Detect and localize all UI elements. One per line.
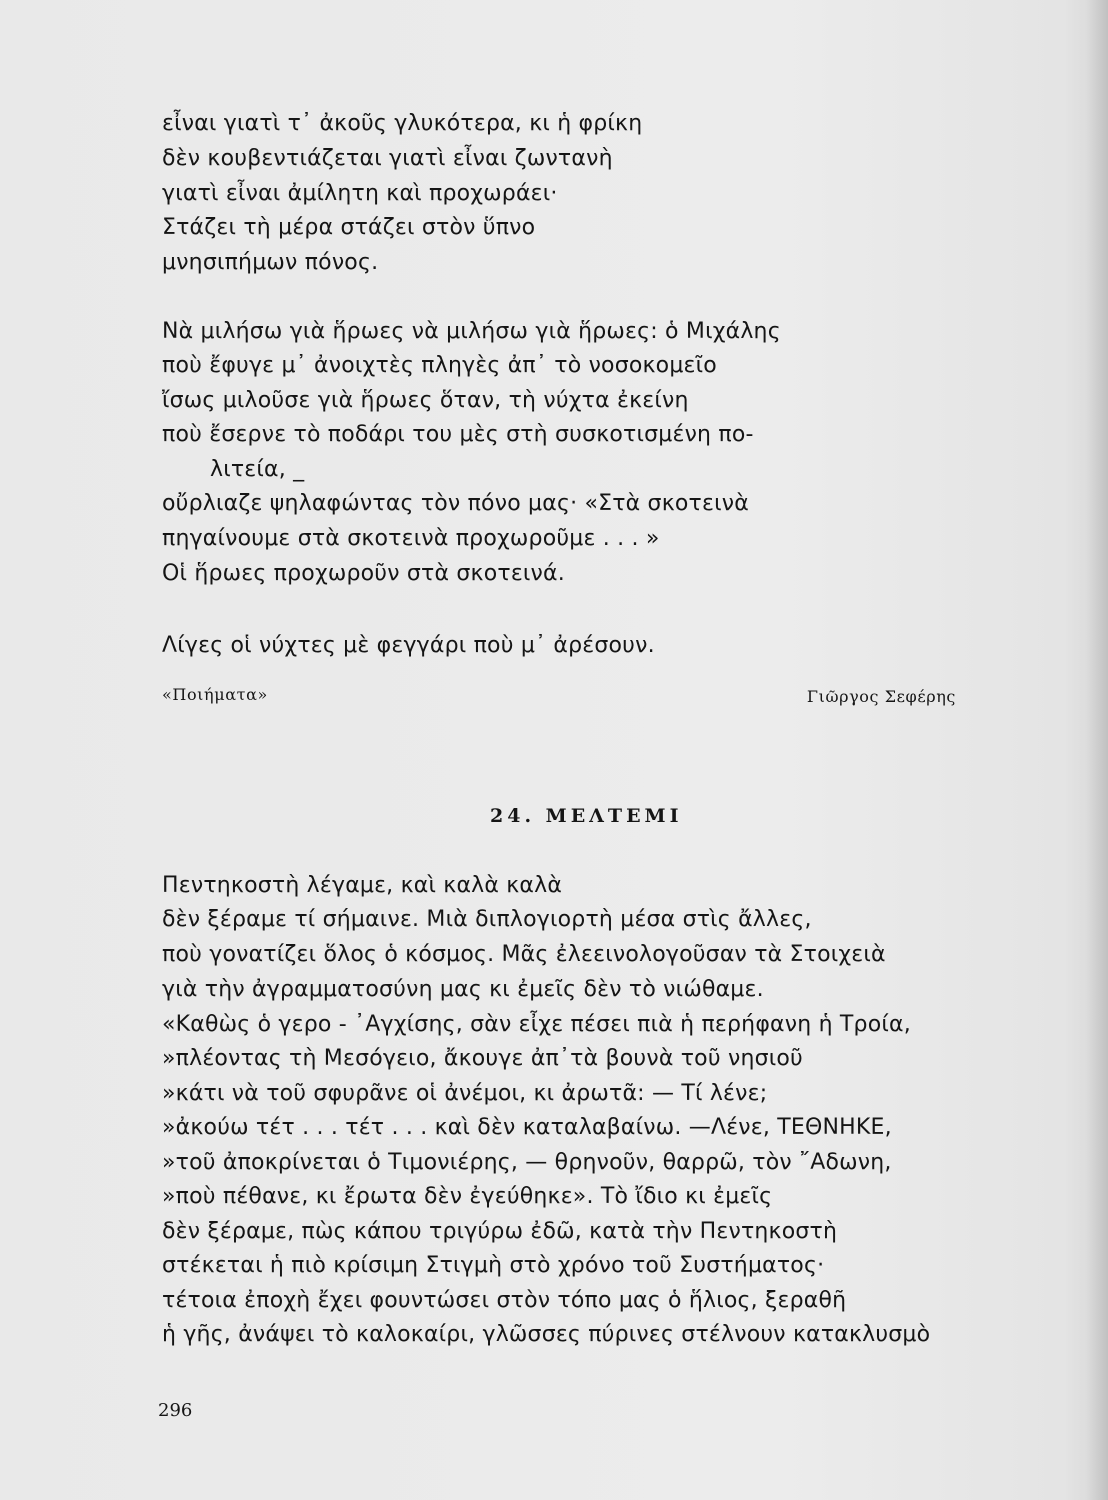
poem-line: εἶναι γιατὶ τ᾿ ἀκοῦς γλυκότερα, κι ἡ φρίκη	[162, 111, 643, 136]
poem-line: ἡ γῆς, ἀνάψει τὸ καλοκαίρι, γλῶσσες πύρινες στέλνουν κατακλυσμὸ	[162, 1322, 931, 1347]
poem-line: »κάτι νὰ τοῦ σφυρᾶνε οἱ ἀνέμοι, κι ἀρωτᾶ: — Τί λένε;	[162, 1081, 768, 1106]
poem-line: »πλέοντας τὴ Μεσόγειο, ἄκουγε ἀπ᾿τὰ βουνὰ τοῦ νησιοῦ	[162, 1046, 803, 1071]
poem-line: Στάζει τὴ μέρα στάζει στὸν ὕπνο	[162, 215, 536, 240]
page-edge-shadow	[1086, 0, 1108, 1500]
section-heading: 24. ΜΕΛΤΕΜΙ	[490, 805, 683, 827]
poem-source: «Ποιήματα»	[162, 685, 268, 704]
poem-line: ποὺ ἔσερνε τὸ ποδάρι του μὲς στὴ συσκοτισμένη πο-	[162, 422, 754, 447]
poem-line: γιὰ τὴν ἀγραμματοσύνη μας κι ἐμεῖς δὲν τὸ νιώθαμε.	[162, 977, 764, 1002]
poem-line: »ποὺ πέθανε, κι ἔρωτα δὲν ἐγεύθηκε». Τὸ ἴδιο κι ἐμεῖς	[162, 1184, 773, 1209]
poem-line: δὲν ξέραμε, πὼς κάπου τριγύρω ἐδῶ, κατὰ τὴν Πεντηκοστὴ	[162, 1219, 838, 1244]
poem-line: οὔρλιαζε ψηλαφώντας τὸν πόνο μας· «Στὰ σκοτεινὰ	[162, 491, 749, 516]
poem-line: δὲν κουβεντιάζεται γιατὶ εἶναι ζωντανὴ	[162, 146, 613, 171]
poem-line: «Καθὼς ὁ γερο - ᾿Αγχίσης, σὰν εἶχε πέσει πιὰ ἡ περήφανη ἡ Τροία,	[162, 1012, 911, 1037]
poem-line: Νὰ μιλήσω γιὰ ἥρωες νὰ μιλήσω γιὰ ἥρωες: ὁ Μιχάλης	[162, 319, 781, 344]
poem-line: ποὺ ἔφυγε μ᾿ ἀνοιχτὲς πληγὲς ἀπ᾿ τὸ νοσοκομεῖο	[162, 353, 717, 378]
poem-line: στέκεται ἡ πιὸ κρίσιμη Στιγμὴ στὸ χρόνο τοῦ Συστήματος·	[162, 1253, 825, 1278]
poem-line: λιτεία, _	[210, 457, 305, 482]
poem-line: πηγαίνουμε στὰ σκοτεινὰ προχωροῦμε . . . »	[162, 526, 660, 551]
poem-line: Πεντηκοστὴ λέγαμε, καὶ καλὰ καλὰ	[162, 873, 563, 898]
poem-author: Γιῶργος Σεφέρης	[806, 687, 956, 706]
poem-line: γιατὶ εἶναι ἀμίλητη καὶ προχωράει·	[162, 181, 558, 206]
poem-line: ποὺ γονατίζει ὅλος ὁ κόσμος. Μᾶς ἐλεεινολογοῦσαν τὰ Στοιχειὰ	[162, 942, 886, 967]
poem-line: Λίγες οἱ νύχτες μὲ φεγγάρι ποὺ μ᾿ ἀρέσουν.	[162, 633, 655, 658]
poem-line: »τοῦ ἀποκρίνεται ὁ Τιμονιέρης, — θρηνοῦν, θαρρῶ, τὸν ῎Αδωνη,	[162, 1150, 892, 1175]
poem-line: Οἱ ἥρωες προχωροῦν στὰ σκοτεινά.	[162, 561, 565, 586]
poem-line: »ἀκούω τέτ . . . τέτ . . . καὶ δὲν καταλαβαίνω. —Λένε, ΤΕΘΝΗΚΕ,	[162, 1115, 892, 1140]
page-number: 296	[158, 1400, 193, 1421]
poem-line: δὲν ξέραμε τί σήμαινε. Μιὰ διπλογιορτὴ μέσα στὶς ἄλλες,	[162, 907, 812, 932]
poem-line: μνησιπήμων πόνος.	[162, 250, 379, 275]
poem-line: ἴσως μιλοῦσε γιὰ ἥρωες ὅταν, τὴ νύχτα ἐκείνη	[162, 388, 689, 413]
poem-line: τέτοια ἐποχὴ ἔχει φουντώσει στὸν τόπο μας ὁ ἥλιος, ξεραθῆ	[162, 1288, 847, 1313]
